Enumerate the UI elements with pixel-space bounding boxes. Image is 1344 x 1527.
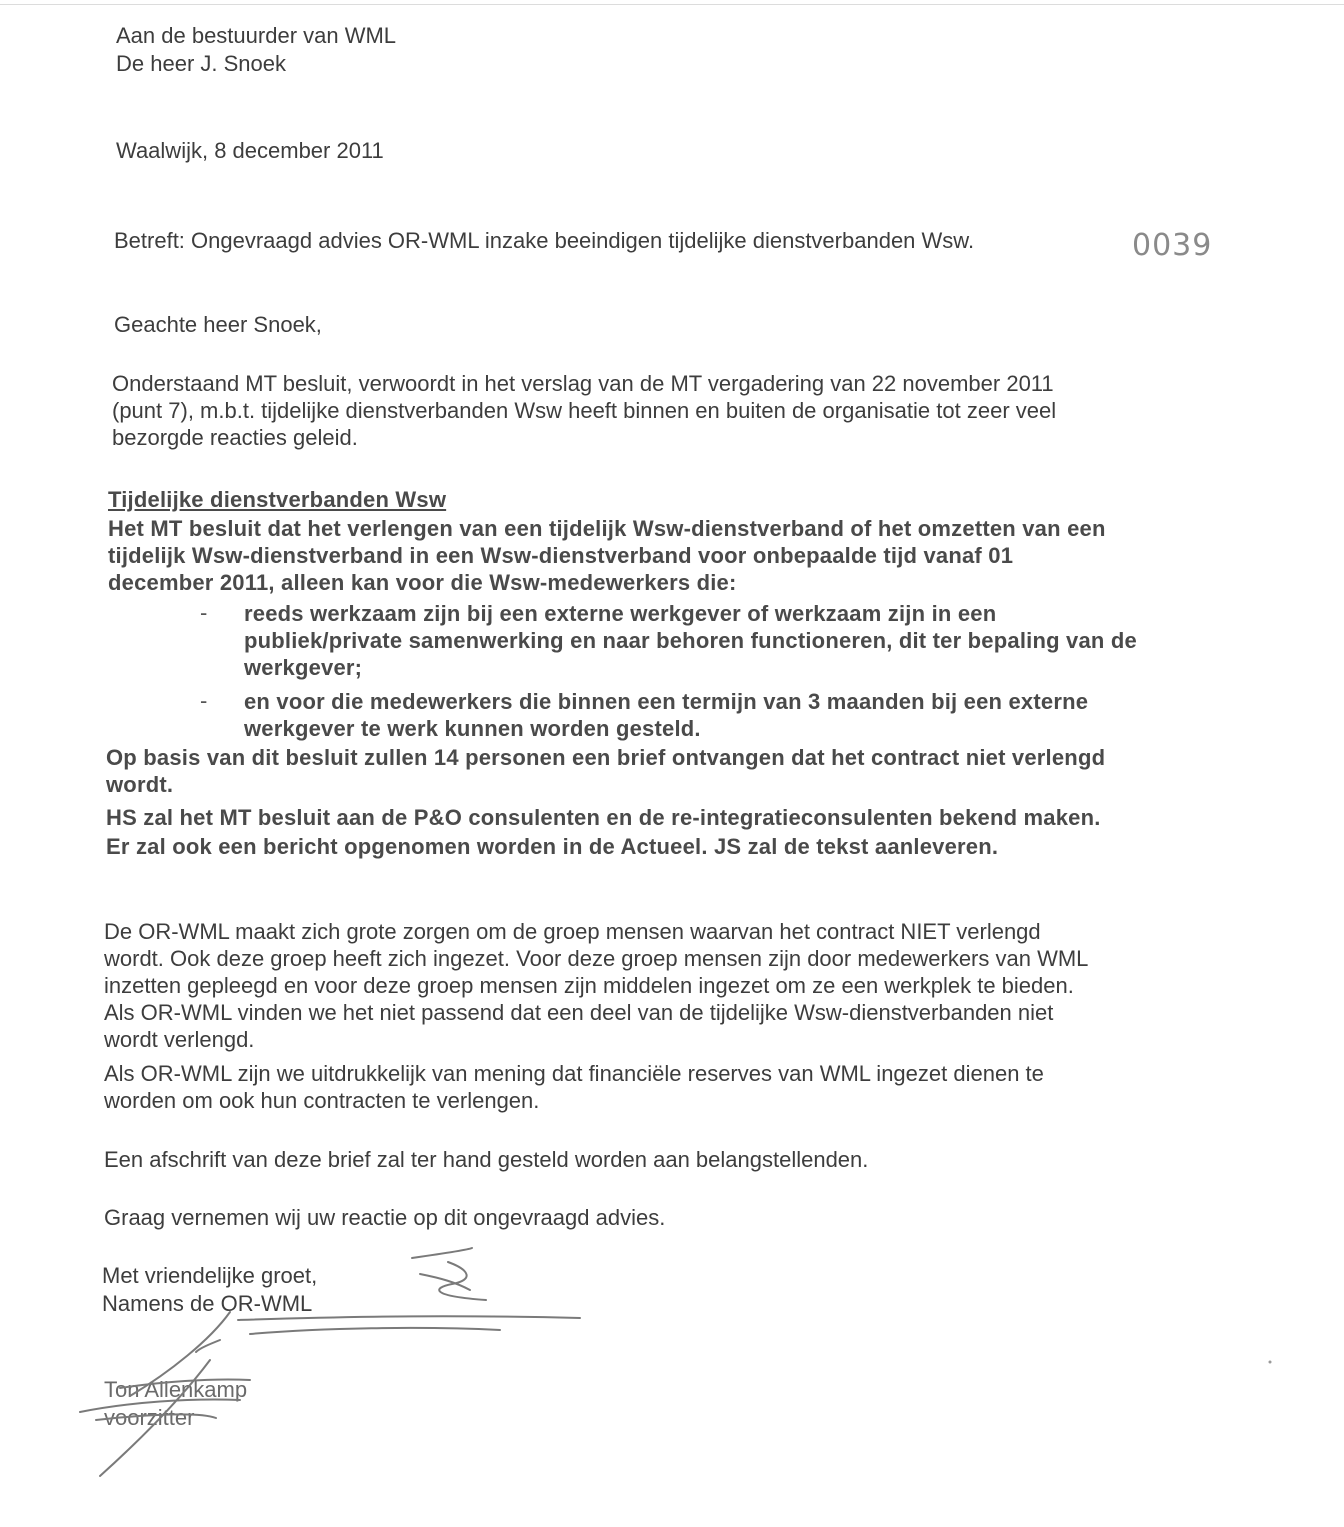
quote-after-line-3: HS zal het MT besluit aan de P&O consulenten en de re-integratieconsulenten bekend maken. [106, 805, 1101, 830]
copy-notice: Een afschrift van deze brief zal ter hand gesteld worden aan belangstellenden. [104, 1147, 869, 1172]
quote-line-1: Het MT besluit dat het verlengen van een tijdelijk Wsw-dienstverband of het omzetten van een [108, 516, 1106, 541]
intro-line-1: Onderstaand MT besluit, verwoordt in het verslag van de MT vergadering van 22 november 2011 [112, 371, 1054, 396]
concern-line-3: inzetten gepleegd en voor deze groep mensen zijn middelen ingezet om ze een werkplek te bieden. [104, 973, 1074, 998]
recipient-line-1: Aan de bestuurder van WML [116, 23, 397, 48]
salutation: Geachte heer Snoek, [114, 312, 322, 337]
quote-after-line-4: Er zal ook een bericht opgenomen worden in de Actueel. JS zal de tekst aanleveren. [106, 834, 999, 859]
quote-line-2: tijdelijk Wsw-dienstverband in een Wsw-dienstverband voor onbepaalde tijd vanaf 01 [108, 543, 1014, 568]
signatory-name: Ton Allenkamp [104, 1377, 248, 1402]
closing-line-2: Namens de OR-WML [102, 1291, 313, 1316]
reaction-request: Graag vernemen wij uw reactie op dit ongevraagd advies. [104, 1205, 666, 1230]
bullet-dash-1: - [200, 600, 208, 625]
quote-heading: Tijdelijke dienstverbanden Wsw [108, 487, 447, 512]
letter-date: Waalwijk, 8 december 2011 [116, 138, 384, 163]
closing-line-1: Met vriendelijke groet, [102, 1263, 318, 1288]
quote-after-line-2: wordt. [106, 772, 174, 797]
recipient-line-2: De heer J. Snoek [116, 51, 286, 76]
intro-line-3: bezorgde reacties geleid. [112, 425, 358, 450]
signatory-title: voorzitter [104, 1405, 195, 1430]
bullet-2-line-1: en voor die medewerkers die binnen een termijn van 3 maanden bij een externe [244, 689, 1089, 714]
handwritten-reference-number: 0039 [1132, 228, 1213, 263]
intro-line-2: (punt 7), m.b.t. tijdelijke dienstverbanden Wsw heeft binnen en buiten de organisatie tot zeer veel [112, 398, 1057, 423]
bullet-2-line-2: werkgever te werk kunnen worden gesteld. [244, 716, 701, 741]
concern-line-5: wordt verlengd. [104, 1027, 255, 1052]
bullet-dash-2: - [200, 688, 208, 713]
subject-line: Betreft: Ongevraagd advies OR-WML inzake beeindigen tijdelijke dienstverbanden Wsw. [114, 228, 975, 253]
concern-line-7: worden om ook hun contracten te verlengen. [104, 1088, 540, 1113]
bullet-1-line-2: publiek/private samenwerking en naar behoren functioneren, dit ter bepaling van de [244, 628, 1137, 653]
concern-line-1: De OR-WML maakt zich grote zorgen om de groep mensen waarvan het contract NIET verlengd [104, 919, 1041, 944]
bullet-1-line-3: werkgever; [244, 655, 363, 680]
quote-line-3: december 2011, alleen kan voor die Wsw-medewerkers die: [108, 570, 737, 595]
concern-line-2: wordt. Ook deze groep heeft zich ingezet. Voor deze groep mensen zijn door medewerkers van WML [104, 946, 1089, 971]
concern-line-6: Als OR-WML zijn we uitdrukkelijk van mening dat financiële reserves van WML ingezet dienen te [104, 1061, 1044, 1086]
bullet-1-line-1: reeds werkzaam zijn bij een externe werkgever of werkzaam zijn in een [244, 601, 997, 626]
quote-after-line-1: Op basis van dit besluit zullen 14 personen een brief ontvangen dat het contract niet verlengd [106, 745, 1106, 770]
concern-line-4: Als OR-WML vinden we het niet passend dat een deel van de tijdelijke Wsw-dienstverbanden niet [104, 1000, 1054, 1025]
